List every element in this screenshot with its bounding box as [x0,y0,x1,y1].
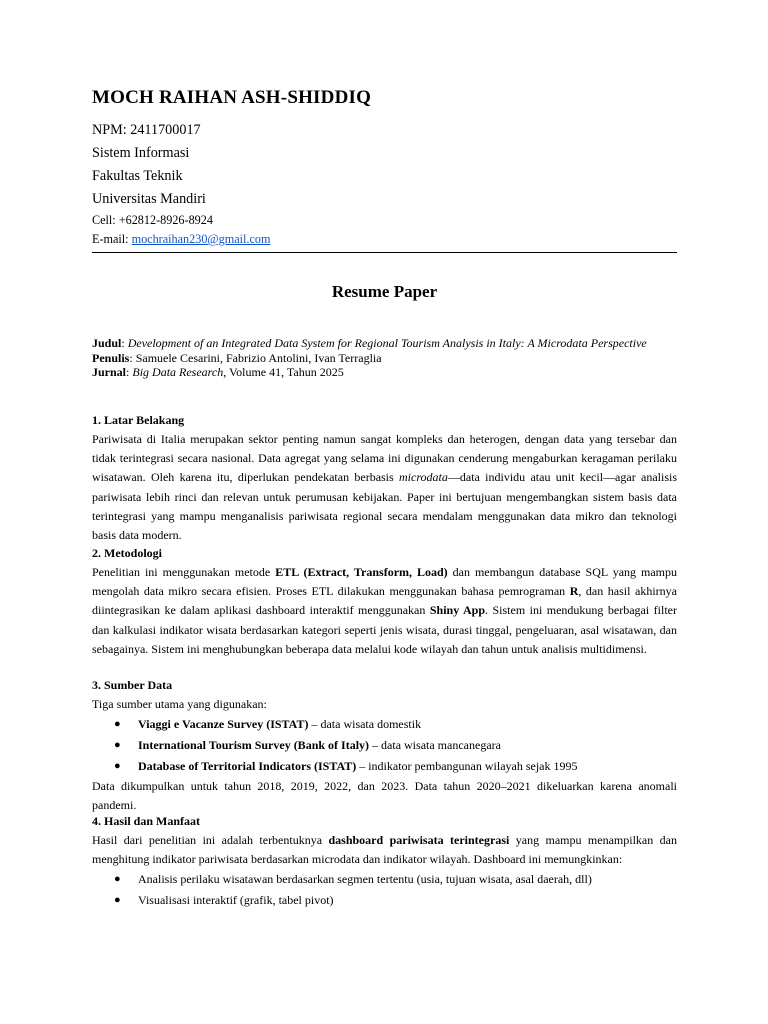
faculty-line: Fakultas Teknik [92,168,183,184]
source-desc: – data wisata mancanegara [369,738,501,753]
cell-line: Cell: +62812-8926-8924 [92,213,213,227]
university-line: Universitas Mandiri [92,191,206,207]
text-run: . Sistem ini mendukung berbagai filter dan kalkulasi indikator wisata berdasarkan kategori seperti jenis wisata, durasi tinggal, pengeluaran, asal wisatawan, dan sebagainya. Sistem ini menghubungkan beberapa data melalui kode wilayah dan tahun untuk analisis multidimensi. [92,603,677,656]
penulis-value: Samuele Cesarini, Fabrizio Antolini, Ivan Terraglia [135,350,382,365]
text-run: Hasil dari penelitian ini adalah terbentuknya [92,833,329,847]
bullet-icon: ● [114,739,121,752]
text-run-bold: Shiny App [429,603,486,618]
paper-metadata [92,336,677,380]
list-item [92,756,677,777]
section-heading: 1. Latar Belakang [92,413,185,427]
text-run-bold: R [569,584,579,599]
text-run: —data individu atau unit kecil—agar analisis pariwisata lebih rinci dan relevan untuk perumusan kebijakan. Paper ini bertujuan mengembangkan sistem basis data terintegrasi yang mampu menganalisis pariwisata regional secara mendalam menggunakan data mikro dan teknologi basis data modern. [92,470,677,543]
section-heading: 3. Sumber Data [92,678,173,692]
section-sumber-data [92,676,677,816]
email-link[interactable]: mochraihan230@gmail.com [131,232,271,246]
list-item [92,735,677,756]
text-run: dan membangun database SQL yang mampu mengolah data mikro secara efisien. Proses ETL dilakukan menggunakan bahasa pemrograman [92,565,678,599]
section-paragraph [92,831,677,869]
jurnal-name: Big Data Research [132,365,224,379]
jurnal-line: Jurnal: Big Data Research, Volume 41, Tahun 2025 [92,365,344,379]
source-name: International Tourism Survey (Bank of Italy) [138,738,370,753]
benefit-list [92,869,677,911]
text-run-italic: microdata [399,470,448,485]
section-metodologi [92,544,677,659]
header-divider [92,252,677,253]
judul-line: Judul: Development of an Integrated Data System for Regional Tourism Analysis in Italy: A Microdata Perspective [92,336,647,350]
list-item [92,869,677,890]
text-run: , dan hasil akhirnya diintegrasikan ke dalam aplikasi dashboard interaktif menggunakan [92,584,677,618]
bullet-icon: ● [114,894,121,907]
list-item [92,714,677,735]
section-hasil-dan-manfaat [92,812,677,911]
email-label: E-mail: [92,232,132,246]
section-paragraph [92,563,677,659]
bullet-icon: ● [114,873,121,886]
author-name: MOCH RAIHAN ASH-SHIDDIQ [92,87,372,108]
source-desc: – data wisata domestik [308,717,422,732]
section-latar-belakang [92,411,677,545]
list-item [92,890,677,911]
text-run: yang mampu menampilkan dan menghitung indikator pariwisata berdasarkan microdata dan indikator wilayah. Dashboard ini memungkinkan: [92,833,678,867]
page-title: Resume Paper [331,282,438,301]
jurnal-rest: , Volume 41, Tahun 2025 [223,365,344,379]
section-heading: 2. Metodologi [92,546,162,560]
section-intro: Tiga sumber utama yang digunakan: [92,697,267,711]
source-desc: – indikator pembangunan wilayah sejak 1995 [356,759,578,774]
document-page [92,86,678,908]
source-name: Viaggi e Vacanze Survey (ISTAT) [138,717,309,732]
bullet-icon: ● [114,760,121,773]
section-outro: Data dikumpulkan untuk tahun 2018, 2019, 2022, dan 2023. Data tahun 2020–2021 dikeluarkan karena anomali pandemi. [92,779,677,813]
judul-label: Judul [92,336,122,350]
benefit-text: Analisis perilaku wisatawan berdasarkan segmen tertentu (usia, tujuan wisata, asal daerah, dll) [138,872,592,887]
judul-value: Development of an Integrated Data System for Regional Tourism Analysis in Italy: A Microdata Perspective [127,336,647,350]
program-line: Sistem Informasi [92,145,190,161]
text-run: Pariwisata di Italia merupakan sektor penting namun sangat kompleks dan heterogen, dengan data yang tersebar dan tidak terintegrasi secara nasional. Data agregat yang selama ini digunakan cenderung mengaburkan keragaman perilaku wisatawan. Oleh karena itu, diperlukan pendekatan berbasis [92,432,677,485]
penulis-label: Penulis [92,350,130,365]
benefit-text: Visualisasi interaktif (grafik, tabel pivot) [138,893,334,908]
jurnal-label: Jurnal [92,365,127,379]
section-heading: 4. Hasil dan Manfaat [92,814,201,828]
text-run: Penelitian ini menggunakan metode [92,565,276,579]
penulis-line: Penulis: Samuele Cesarini, Fabrizio Antolini, Ivan Terraglia [92,350,382,365]
text-run-bold: ETL (Extract, Transform, Load) [275,565,448,579]
email-line [92,230,677,249]
npm-line: NPM: 2411700017 [92,122,201,138]
section-paragraph [92,430,677,545]
source-list [92,714,677,777]
text-run-bold: dashboard pariwisata terintegrasi [328,833,510,847]
bullet-icon: ● [114,718,121,731]
source-name: Database of Territorial Indicators (ISTAT) [138,759,357,774]
